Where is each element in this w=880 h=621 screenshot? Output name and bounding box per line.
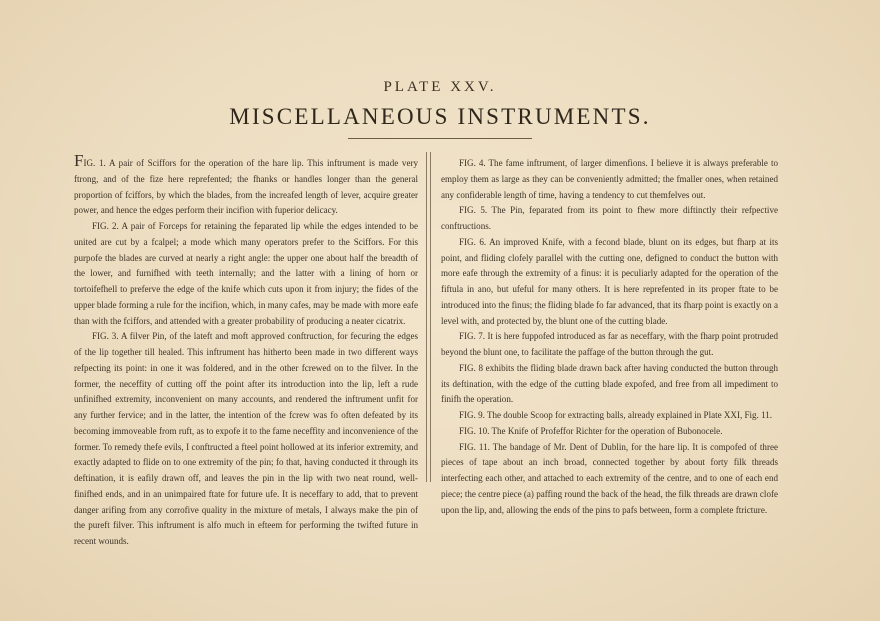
title-underline [348,138,532,139]
plate-number: PLATE XXV. [383,79,497,95]
column-divider-line [430,152,431,482]
paragraph-text: IG. 1. A pair of Sciffors for the operation of the hare lip. This inftrument is made very ftrong, and of the fize here reprefented; the fhanks or handles longer than the general proportion of fciffors, by which the blades, from the increafed length of lever, acquire greater power, and hence the edges perform their incifion with fuperior delicacy. [74,158,418,216]
paragraph-fig-5: FIG. 5. The Pin, feparated from its point to fhew more diftinctly their refpective conftructions. [441,205,778,231]
paragraph-fig-7: FIG. 7. It is here fuppofed introduced as far as neceffary, with the fharp point protruded beyond the blunt one, to facilitate the paffage of the button through the gut. [441,331,778,357]
paragraph-fig-1 [74,151,418,219]
paragraph-fig-10: FIG. 10. The Knife of Profeffor Richter for the operation of Bubonocele. [459,425,723,436]
paragraph-fig-11: FIG. 11. The bandage of Mr. Dent of Dublin, for the hare lip. It is compofed of three pieces of tape about an inch broad, connected together by about forty filk threads interfecting each other, and attached to each extremity of the centre, and to one of each end piece; the centre piece (a) paffing round the back of the head, the filk threads are drawn clofe upon the lip, and, allowing the ends of the pins to pafs between, form a complete ftricture. [441,441,778,515]
paragraph-fig-8: FIG. 8 exhibits the fliding blade drawn back after having conducted the button through its deftination, with the edge of the cutting blade expofed, and free from all impediment to finifh the operation. [441,362,778,405]
paragraph-fig-2: FIG. 2. A pair of Forceps for retaining the feparated lip while the edges intended to be united are cut by a fcalpel; a mode which many operators prefer to the Sciffors. For this purpofe the blades are curved at nearly a right angle: the upper one about half the breadth of the lower, and furnifhed with teeth internally; and the latter with a lining of horn or tortoifefhell to preferve the edge of the knife which cuts upon it from injury; the fides of the upper blade forming a rule for the incifion, which, in many cafes, may be made with more eafe than with the fciffors, and attended with a greater probability of producing a neater cicatrix. [74,221,418,326]
paragraph-fig-9: FIG. 9. The double Scoop for extracting balls, already explained in Plate XXI, Fig. 11. [459,410,773,420]
paragraph-fig-6: FIG. 6. An improved Knife, with a fecond blade, blunt on its edges, but fharp at its point, and fliding clofely parallel with the cutting one, defigned to conduct the button with more eafe through the extremity of a finus: it is peculiarly adapted for the operation of the fiftula in ano, but ufeful for many others. It is here reprefented in its proper ftate to be introduced into the finus; the fliding blade fo far advanced, that its fharp point is exactly on a level with, and protected by, the blunt one of the cutting blade. [441,236,778,326]
paragraph-fig-3: FIG. 3. A filver Pin, of the lateft and moft approved conftruction, for fecuring the edges of the lip together till healed. This inftrument has hitherto been made in two different ways refpecting its point: in one it was foldered, and in the other fcrewed on to the filver. In the former, the neceffity of cutting off the point after its introduction into the lip, left a rude unfinifhed extremity, inconvenient on many accounts, and rendered the inftrument unfit for any further fervice; and in the latter, the intention of the fcrew was fo often defeated by its becoming immoveable from ruft, as to expofe it to the fame neceffity and inconvenience of the former. To remedy thefe evils, I conftructed a fteel point hollowed at its inferior extremity, and exactly adapted to flide on to one extremity of the pin; fo that, having conducted it through its deftination, it is eafily drawn off, and leaves the pin in the lip with two neat round, well-finifhed ends, and in an unimpaired ftate for future ufe. It is neceffary to add, that to prevent danger arifing from any corrofive quality in the mixture of metals, I always make the pin of the pureft filver. This inftrument is alfo much in efteem for performing the twifted future in recent wounds. [74,331,418,546]
page-title: MISCELLANEOUS INSTRUMENTS. [229,104,651,129]
left-column [74,151,418,550]
right-column [441,156,778,518]
drop-capital: F [74,151,84,170]
paragraph-fig-4: FIG. 4. The fame inftrument, of larger dimenfions. I believe it is always preferable to employ them as large as they can be conveniently admitted; the fmaller ones, when retained any confiderable length of time, having a tendency to cut themfelves out. [441,158,778,200]
column-divider-line [426,152,427,482]
